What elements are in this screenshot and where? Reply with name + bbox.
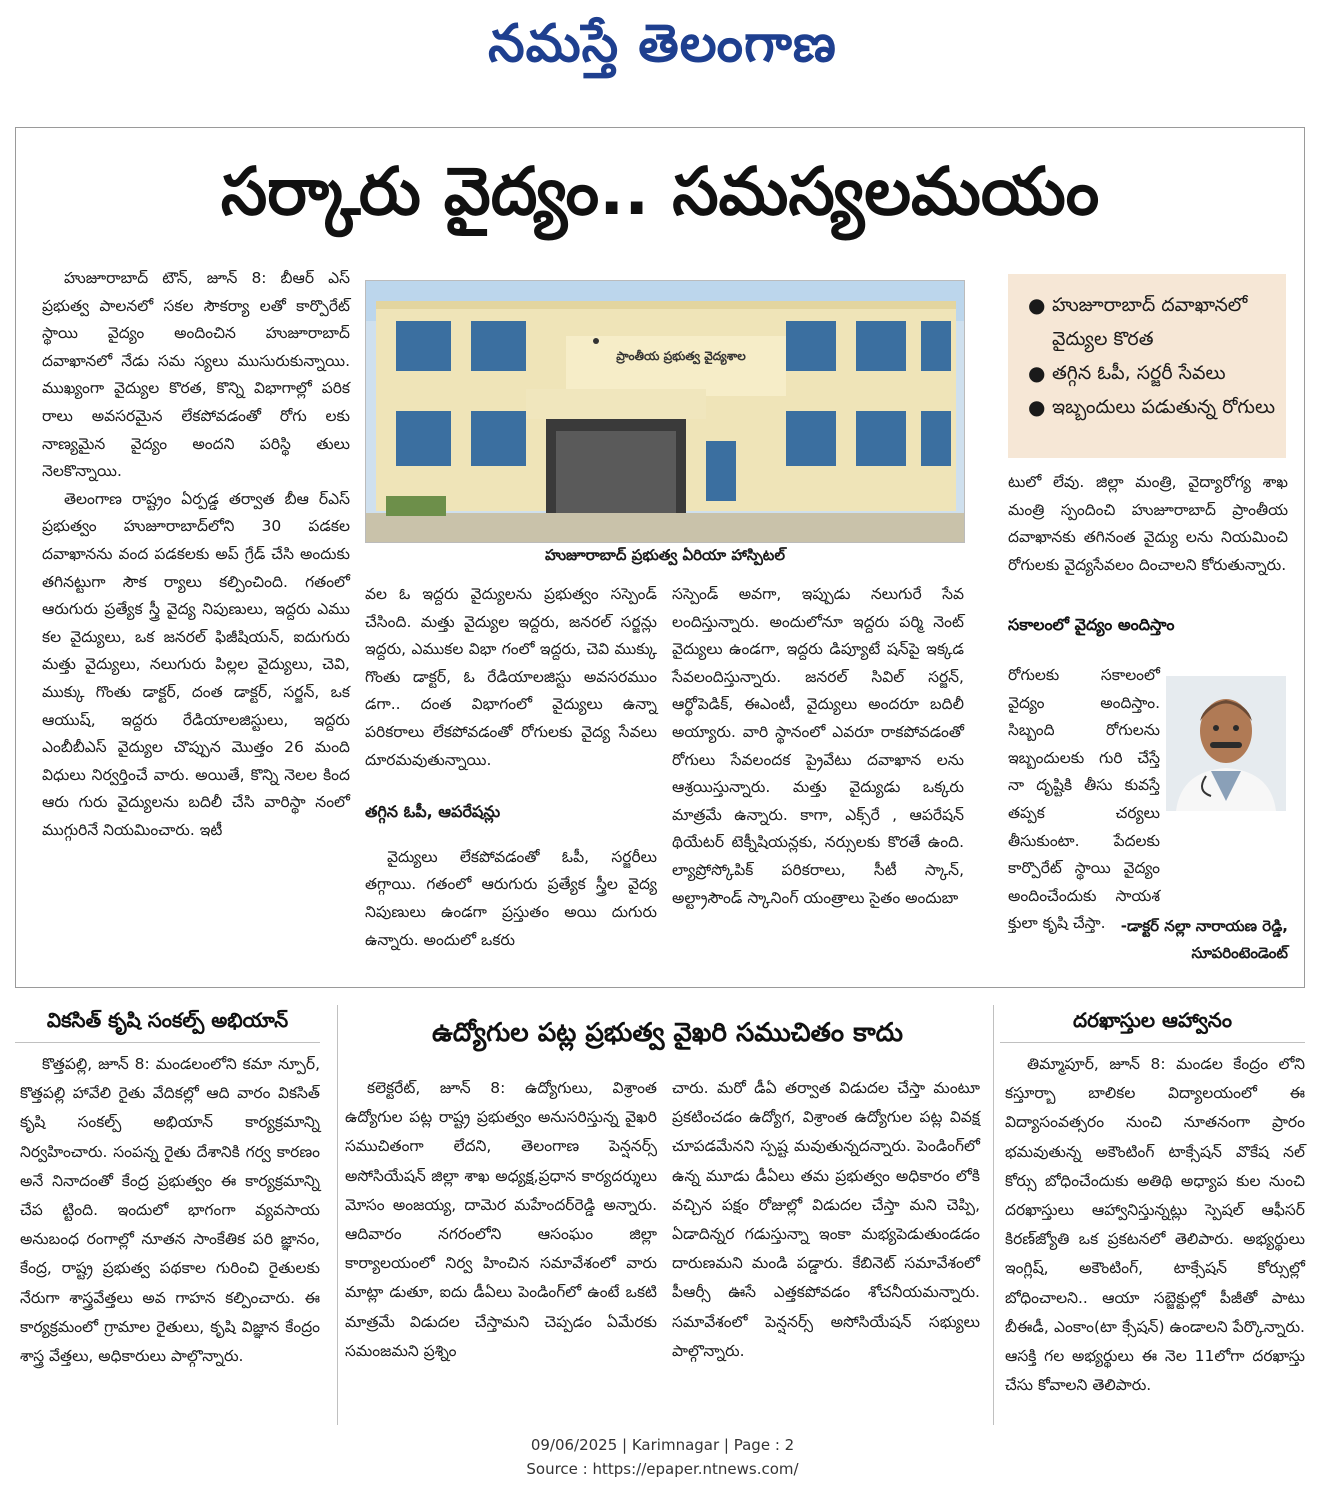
right-story-title: దరఖాస్తుల ఆహ్వానం [1073,1008,1232,1032]
main-headline: సర్కారు వైద్యం.. సమస్యలమయం [220,153,1100,230]
divider [1000,1042,1305,1043]
middle-story-title: ఉద్యోగుల పట్ల ప్రభుత్వ వైఖరి సముచితం కాదు [431,1018,904,1048]
paragraph: టులో లేవు. జిల్లా మంత్రి, వైద్యారోగ్య శాఖ మంత్రి స్పందించి హుజూరాబాద్ ప్రాంతీయ దవాఖానకు తగినంత వైద్యు లను నియమించి రోగులకు వైద్యసేవలం దించాలని కోరుతున్నారు. [1008,473,1288,574]
middle-story-column-1 [345,1074,657,1366]
hospital-photo [365,280,965,543]
paragraph: తిమ్మాపూర్, జూన్ 8: మండల కేంద్రం లోని కస్తూర్బా బాలికల విద్యాలయంలో ఈ విద్యాసంవత్సరం నుంచి నూతనంగా ప్రారం భమవుతున్న అకౌంటింగ్ టాక్సేషన్ వొకేష నల్ కోర్సు బోధించేందుకు అతిథి అధ్యాప కుల నుంచి దరఖాస్తులు ఆహ్వానిస్తున్నట్లు స్పెషల్ ఆఫీసర్ కిరణ్‌జ్యోతి ఒక ప్రకటనలో తెలిపారు. అభ్యర్థులు ఇంగ్లిష్, అకౌంటింగ్, టాక్సేషన్ కోర్సుల్లో బోధించాలని.. ఆయా సబ్జెక్టుల్లో పీజీతో పాటు బీఈడీ, ఎంకాం(టా క్సేషన్) ఉండాలని పేర్కొన్నారు. ఆసక్తి గల అభ్యర్థులు ఈ నెల 11లోగా దరఖాస్తు చేసు కోవాలని తెలిపారు. [1005,1055,1305,1395]
footer-source-line: Source : https://epaper.ntnews.com/ [526,1460,799,1478]
highlight-item: ● ఇబ్బందులు పడుతున్న రోగులు [1028,390,1276,424]
quote-author: -డాక్టర్ నల్లా నారాయణ రెడ్డి, [1120,917,1288,935]
highlight-item: ● హుజూరాబాద్ దవాఖానలో వైద్యుల కొరత [1028,288,1276,356]
paragraph: రోగులకు సకాలంలో వైద్యం అందిస్తాం. సిబ్బంది రోగులను ఇబ్బందులకు గురి చేస్తే నా దృష్టికి తీసు కువస్తే తప్పక చర్యలు తీసుకుంటా. పేదలకు కార్పొరేట్ స్థాయి వైద్యం అందించేందుకు సాయశ క్తులా కృషి చేస్తా. [1008,666,1160,933]
doctor-portrait [1166,676,1286,811]
bullet-icon: ● [1028,361,1046,385]
column-divider [337,1005,338,1425]
paragraph: కలెక్టరేట్, జూన్ 8: ఉద్యోగులు, విశ్రాంత ఉద్యోగుల పట్ల రాష్ట్ర ప్రభుత్వం అనుసరిస్తున్న వైఖరి సముచితంగా లేదని, తెలంగాణ పెన్షనర్స్ అసోసియేషన్ జిల్లా శాఖ అధ్యక్ష,ప్రధాన కార్యదర్శులు మోసం అంజయ్య, దామెర మహేందర్‌రెడ్డి అన్నారు. ఆదివారం నగరంలోని ఆసంఘం జిల్లా కార్యాలయంలో నిర్వ హించిన సమావేశంలో వారు మాట్లా డుతూ, ఐదు డీఏలు పెండింగ్‌లో ఉంటే ఒకటి మాత్రమే విడుదల చేస్తామని చెప్పడం ఏమేరకు సమంజమని ప్రశ్నిం [345,1079,657,1360]
quote-text [1008,662,1160,938]
paragraph: హుజూరాబాద్ టౌన్, జూన్ 8: బీఆర్ ఎస్ ప్రభుత్వ పాలనలో సకల సౌకర్యా లతో కార్పొరేట్ స్థాయి వైద్యం అందించిన హుజూరాబాద్ దవాఖానలో నేడు సమ స్యలు ముసురుకున్నాయి. ముఖ్యంగా వైద్యుల కొరత, కొన్ని విభాగాల్లో పరిక రాలు అవసరమైన లేకపోవడంతో రోగు లకు నాణ్యమైన వైద్యం అందని పరిస్థి తులు నెలకొన్నాయి. [42,269,350,481]
divider [15,1042,320,1043]
masthead-logo: నమస్తే తెలంగాణ [488,14,837,74]
paragraph: వైద్యులు లేకపోవడంతో ఓపీ, సర్జరీలు తగ్గాయి. గతంలో ఆరుగురు ప్రత్యేక స్త్రీల వైద్య నిపుణులు ఉండగా ప్రస్తుతం అయి దుగురు ఉన్నారు. అందులో ఒకరు [365,847,657,949]
quote-role: సూపరింటెండెంట్ [1191,944,1288,962]
photo-caption: హుజూరాబాద్ ప్రభుత్వ ఏరియా హాస్పిటల్ [544,546,786,564]
bullet-icon: ● [1028,293,1046,317]
bullet-icon: ● [1028,395,1046,419]
quote-title: సకాలంలో వైద్యం అందిస్తాం [1008,615,1175,634]
main-story-column-2 [365,581,657,954]
paragraph: తెలంగాణ రాష్ట్రం ఏర్పడ్డ తర్వాత బీఆ ర్ఎస్ ప్రభుత్వం హుజూరాబాద్‌లోని 30 పడకల దవాఖానను వంద పడకలకు అప్ గ్రేడ్ చేసి అందుకు తగినట్టుగా సౌక ర్యాలు కల్పించింది. గతంలో ఆరుగురు ప్రత్యేక స్త్రీ వైద్య నిపుణులు, ఇద్దరు ఎము కల వైద్యులు, ఒక జనరల్ ఫిజీషియన్, ఐదుగురు మత్తు వైద్యులు, నలుగురు పిల్లల వైద్యులు, చెవి, ముక్కు గొంతు డాక్టర్, దంత డాక్టర్, సర్జన్, ఒక ఆయుష్, ఇద్దరు రేడియాలజిస్టులు, ఇద్దరు ఎంబీబీఎస్ వైద్యుల చొప్పున మొత్తం 26 మంది విధులు నిర్వర్తించే వారు. అయితే, కొన్ని నెలల కింద ఆరు గురు వైద్యులను బదిలీ చేసి వారిస్థా నంలో ముగ్గురినే నియమించారు. ఇటీ [42,489,350,839]
left-story-title: వికసిత్ కృషి సంకల్ప్ అభియాన్ [46,1008,289,1032]
left-story-body [20,1050,320,1371]
highlight-item: ● తగ్గిన ఓపీ, సర్జరీ సేవలు [1028,356,1276,390]
paragraph: కొత్తపల్లి, జూన్ 8: మండలంలోని కమా న్పూర్, కొత్తపల్లి హావేలి రైతు వేదికల్లో ఆది వారం వికసిత్ కృషి సంకల్ప్ అభియాన్ కార్యక్రమాన్ని నిర్వహించారు. సంపన్న రైతు దేశానికి గర్వ కారణం అనే నినాదంతో కేంద్ర ప్రభుత్వం ఈ కార్యక్రమాన్ని చేప ట్టింది. ఇందులో భాగంగా వ్యవసాయ అనుబంధ రంగాల్లో నూతన సాంకేతిక పరి జ్ఞానం, కేంద్ర, రాష్ట్ర ప్రభుత్వ పథకాల గురించి రైతులకు నేరుగా శాస్త్రవేత్తలు అవ గాహన కల్పించారు. ఈ కార్యక్రమంలో గ్రామాల రైతులు, కృషి విజ్ఞాన కేంద్రం శాస్త్ర వేత్తలు, అధికారులు పాల్గొన్నారు. [20,1055,320,1366]
footer-date-line: 09/06/2025 | Karimnagar | Page : 2 [530,1436,795,1454]
highlights-box [1008,274,1286,458]
main-story-column-4 [1008,469,1288,579]
subhead-ops: తగ్గిన ఓపీ, ఆపరేషన్లు [365,802,501,822]
column-divider [993,1005,994,1425]
right-story-body [1005,1050,1305,1400]
middle-story-column-2 [672,1074,980,1366]
main-story-column-1 [42,265,350,844]
paragraph: వల ఓ ఇద్దరు వైద్యులను ప్రభుత్వం సస్పెండ్ చేసింది. మత్తు వైద్యుల ఇద్దరు, జనరల్ సర్జన్లు ఇద్దరు, ఎముకల విభా గంలో ఇద్దరు, చెవి ముక్కు గొంతు డాక్టర్, ఓ రేడియాలజిస్టు అవసరముం డగా.. దంత విభాగంలో వైద్యులు ఉన్నా పరికరాలు లేకపోవడంతో రోగులకు వైద్య సేవలు దూరమవుతున్నాయి. [365,585,657,769]
hospital-sign: ప్రాంతీయ ప్రభుత్వ వైద్యశాల [616,349,746,363]
paragraph: చారు. మరో డీఏ తర్వాత విడుదల చేస్తా మంటూ ప్రకటించడం ఉద్యోగ, విశ్రాంత ఉద్యోగుల పట్ల వివక్ష చూపడమేనని స్పష్ట మవుతున్నదన్నారు. పెండింగ్‌లో ఉన్న మూడు డీఏలు తమ ప్రభుత్వం అధికారం లోకి వచ్చిన పక్షం రోజుల్లో విడుదల చేస్తా మని చెప్పి, ఏడాదిన్నర గడుస్తున్నా ఇంకా మభ్యపెడుతుండడం దారుణమని మండి పడ్డారు. కేబినెట్ సమావేశంలో పీఆర్సీ ఊసే ఎత్తకపోవడం శోచనీయమన్నారు. సమావేశంలో పెన్షనర్స్ అసోసియేషన్ సభ్యులు పాల్గొన్నారు. [672,1079,980,1360]
paragraph: సస్పెండ్ అవగా, ఇప్పుడు నలుగురే సేవ లందిస్తున్నారు. అందులోనూ ఇద్దరు పర్మి నెంట్ వైద్యులు ఉండగా, ఇద్దరు డిప్యూటే షన్‌పై ఇక్కడ సేవలందిస్తున్నారు. జనరల్ సివిల్ సర్జన్, ఆర్థోపెడిక్, ఈఎంటీ, వైద్యులు అందరూ బదిలీ అయ్యారు. వారి స్థానంలో ఎవరూ రాకపోవడంతో రోగులు సేవలందక ప్రైవేటు దవాఖాన లను ఆశ్రయిస్తున్నారు. మత్తు వైద్యుడు ఒక్కరు మాత్రమే ఉన్నారు. కాగా, ఎక్స్‌రే , ఆపరేషన్ థియేటర్ టెక్నీషియన్లకు, నర్సులకు కొరతే ఉంది. ల్యాప్రోస్కోపిక్ పరికరాలు, సీటీ స్కాన్, అల్ట్రాసౌండ్ స్కానింగ్ యంత్రాలు సైతం అందుబా [672,585,964,907]
main-story-column-3 [672,581,964,912]
